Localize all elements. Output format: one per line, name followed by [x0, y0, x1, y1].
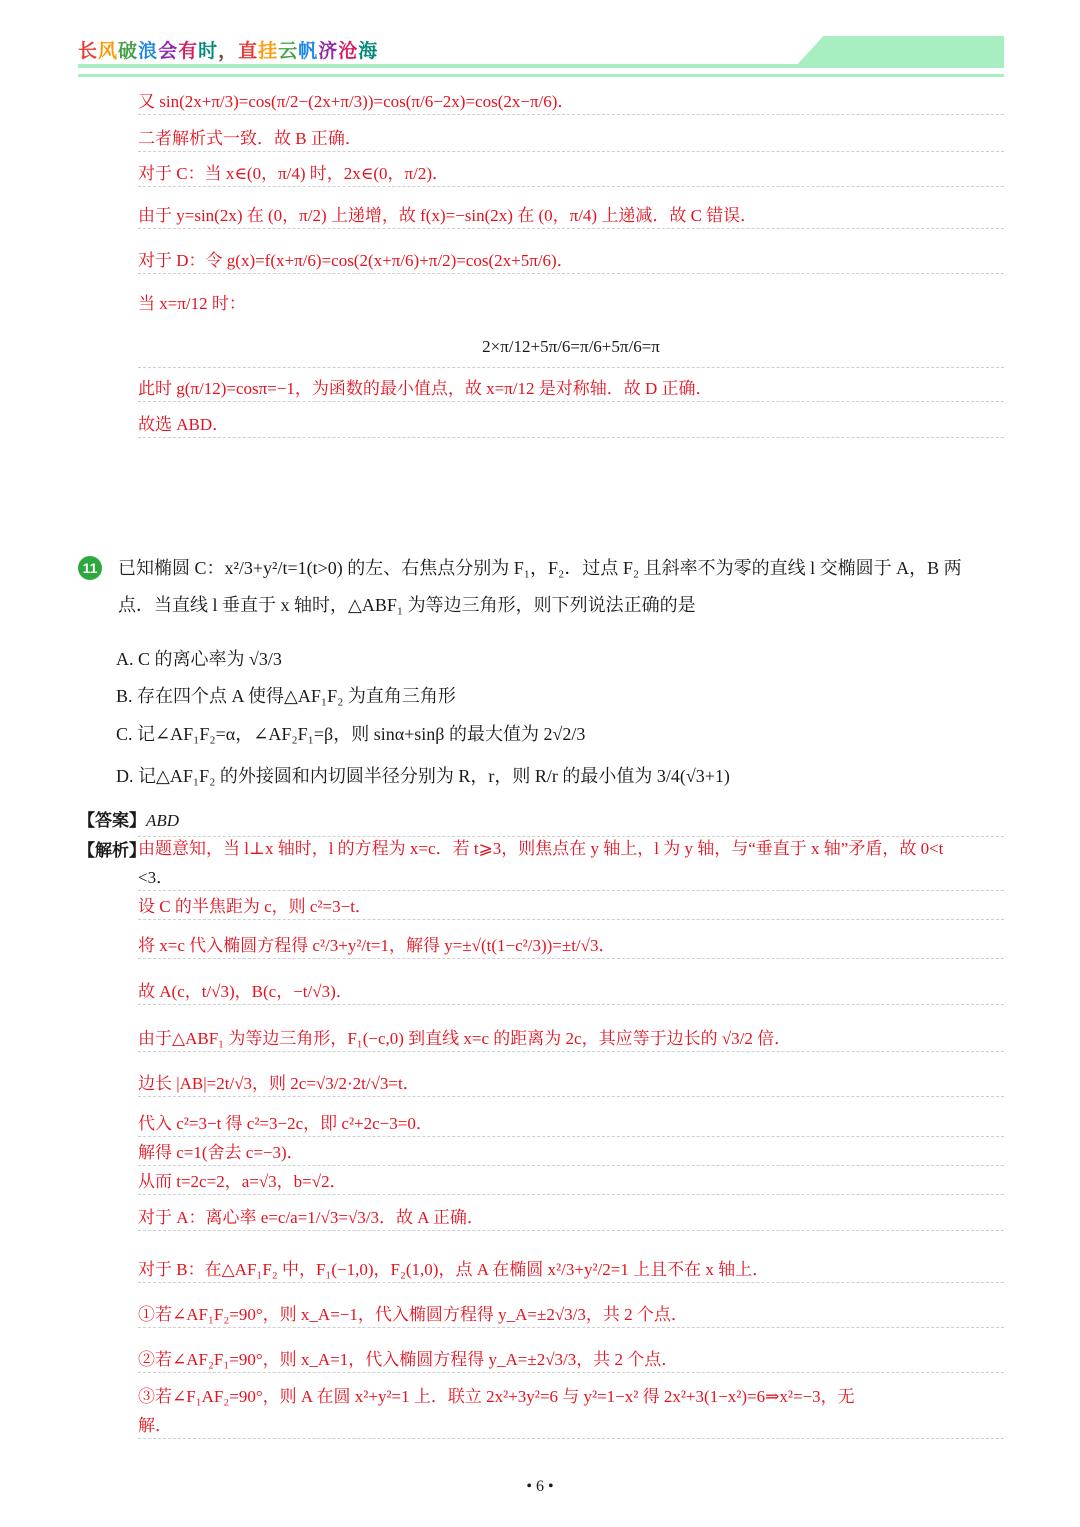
header-banner — [78, 34, 1004, 80]
analysis-line: ②若∠AF₂F₁=90°，则 x_A=1，代入椭圆方程得 y_A=±2√3/3，共 2 个点． — [138, 1348, 1004, 1373]
analysis-line: ①若∠AF₁F₂=90°，则 x_A=−1，代入椭圆方程得 y_A=±2√3/3，共 2 个点． — [138, 1303, 1004, 1328]
slogan-char: 风 — [98, 40, 119, 62]
option-b: B. 存在四个点 A 使得△AF₁F₂ 为直角三角形 — [116, 686, 456, 706]
slogan-char: 济 — [318, 40, 339, 62]
solution-equation: 2×π/12+5π/6=π/6+5π/6=π — [138, 335, 1004, 368]
question-number-badge: 11 — [78, 556, 102, 580]
slogan-char: 沧 — [338, 40, 359, 62]
slogan-char: 帆 — [298, 40, 319, 62]
slogan-char: 海 — [358, 40, 379, 62]
option-c: C. 记∠AF₁F₂=α，∠AF₂F₁=β，则 sinα+sinβ 的最大值为 2√2/3 — [116, 724, 586, 744]
solution-line: 故选 ABD． — [138, 413, 1004, 438]
page-number: • 6 • — [526, 1478, 554, 1495]
analysis-line: 由题意知，当 l⊥x 轴时，l 的方程为 x=c．若 t⩾3，则焦点在 y 轴上，l 为 y 轴，与“垂直于 x 轴”矛盾，故 0<t — [138, 836, 1004, 861]
analysis-line: 边长 |AB|=2t/√3，则 2c=√3/2·2t/√3=t． — [138, 1072, 1004, 1097]
question-stem-line: 已知椭圆 C：x²/3+y²/t=1(t>0) 的左、右焦点分别为 F₁，F₂．过点 F₂ 且斜率不为零的直线 l 交椭圆于 A，B 两 — [118, 558, 962, 578]
solution-line: 当 x=π/12 时： — [138, 294, 246, 313]
slogan-char: 浪 — [138, 40, 159, 62]
solution-line: 二者解析式一致．故 B 正确． — [138, 127, 1004, 152]
header-slogan — [78, 36, 378, 63]
solution-line: 此时 g(π/12)=cosπ=−1，为函数的最小值点，故 x=π/12 是对称轴．故 D 正确． — [138, 377, 1004, 402]
solution-line: 对于 D：令 g(x)=f(x+π/6)=cos(2(x+π/6)+π/2)=cos(2x+5π/6)． — [138, 249, 1004, 274]
slogan-char: 长 — [78, 40, 99, 62]
banner-divider — [78, 64, 1004, 68]
question-stem-line: 点．当直线 l 垂直于 x 轴时，△ABF₁ 为等边三角形，则下列说法正确的是 — [118, 595, 696, 615]
analysis-line: 解． — [138, 1414, 1004, 1439]
slogan-char: 会 — [158, 40, 179, 62]
solution-line: 由于 y=sin(2x) 在 (0，π/2) 上递增，故 f(x)=−sin(2x) 在 (0，π/4) 上递减．故 C 错误． — [138, 204, 1004, 229]
solution-line: 又 sin(2x+π/3)=cos(π/2−(2x+π/3))=cos(π/6−2x)=cos(2x−π/6)． — [138, 90, 1004, 115]
analysis-line: 解得 c=1(舍去 c=−3)． — [138, 1141, 1004, 1166]
analysis-line: 由于△ABF₁ 为等边三角形，F₁(−c,0) 到直线 x=c 的距离为 2c，其应等于边长的 √3/2 倍． — [138, 1027, 1004, 1052]
slogan-char: 破 — [118, 40, 139, 62]
answer-value: ABD — [146, 811, 180, 830]
slogan-char: 有 — [178, 40, 199, 62]
analysis-line: 对于 A：离心率 e=c/a=1/√3=√3/3．故 A 正确． — [138, 1206, 1004, 1231]
answer-row — [78, 806, 179, 831]
slogan-char: 云 — [278, 40, 299, 62]
analysis-line: ③若∠F₁AF₂=90°，则 A 在圆 x²+y²=1 上．联立 2x²+3y²=6 与 y²=1−x² 得 2x²+3(1−x²)=6⇒x²=−3，无 — [138, 1387, 855, 1406]
option-d: D. 记△AF₁F₂ 的外接圆和内切圆半径分别为 R，r，则 R/r 的最小值为 3/4(√3+1) — [116, 766, 730, 786]
slogan-char: 直 — [238, 40, 259, 62]
analysis-line: <3． — [138, 866, 1004, 891]
analysis-line: 将 x=c 代入椭圆方程得 c²/3+y²/t=1，解得 y=±√(t(1−c²/3))=±t/√3． — [138, 934, 1004, 959]
analysis-line: 从而 t=2c=2，a=√3，b=√2． — [138, 1170, 1004, 1195]
analysis-label: 【解析】 — [78, 841, 146, 860]
solution-line: 对于 C：当 x∈(0，π/4) 时，2x∈(0，π/2)． — [138, 162, 1004, 187]
analysis-line: 故 A(c，t/√3)，B(c，−t/√3)． — [138, 980, 1004, 1005]
answer-label: 【答案】 — [78, 811, 146, 830]
analysis-line: 设 C 的半焦距为 c，则 c²=3−t． — [138, 895, 1004, 920]
analysis-line: 对于 B：在△AF₁F₂ 中，F₁(−1,0)，F₂(1,0)，点 A 在椭圆 x²/3+y²/2=1 上且不在 x 轴上． — [138, 1258, 1004, 1283]
slogan-char: 挂 — [258, 40, 279, 62]
analysis-line: 代入 c²=3−t 得 c²=3−2c，即 c²+2c−3=0． — [138, 1112, 1004, 1137]
slogan-char: 时 — [198, 40, 219, 62]
banner-divider — [78, 74, 1004, 77]
slogan-char: ， — [218, 40, 239, 62]
option-a: A. C 的离心率为 √3/3 — [116, 649, 282, 669]
